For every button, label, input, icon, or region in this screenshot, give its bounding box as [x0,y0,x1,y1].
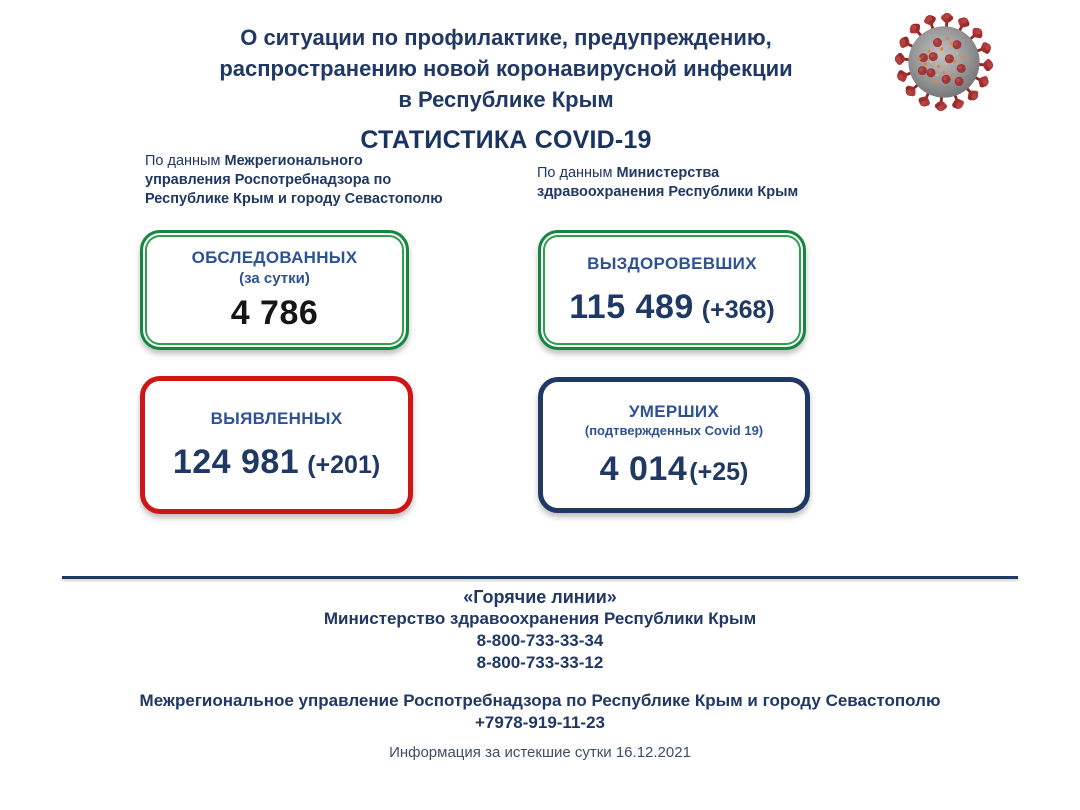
stat-value-row [569,288,775,327]
stat-sublabel: (подтвержденных Covid 19) [584,422,764,438]
hotline-phone: +7978-919-11-23 [475,713,605,732]
stat-value: 4 014 [599,449,688,488]
stat-card-deaths [538,377,810,513]
hotline-phone: 8-800-733-33-34 [476,631,604,650]
source-health-ministry [537,164,837,202]
stat-delta: (+201) [307,450,381,479]
stat-sublabel: (за сутки) [239,269,310,287]
stat-delta: (+25) [689,457,749,486]
hotline-ministry-name: Министерство здравоохранения Республики Крым [323,609,757,628]
hotlines-heading: «Горячие линии» [463,587,617,607]
source-org-name: Межрегионального управления Роспотребнадзора по Республике Крым и городу Севастополю [145,153,443,207]
source-prefix: По данным [537,165,617,181]
hotline-rospotrebnadzor-name: Межрегиональное управление Роспотребнадзора по Республике Крым и городу Севастополю [139,691,941,710]
stat-value-row [600,450,749,489]
statistics-subtitle: СТАТИСТИКА COVID-19 [360,126,652,154]
stat-delta: (+368) [701,295,775,324]
section-divider [62,576,1018,579]
stat-value: 4 786 [230,293,319,332]
stat-value: 115 489 [569,287,694,326]
hotline-phone: 8-800-733-33-12 [476,653,604,672]
coronavirus-icon [888,8,1000,116]
stat-value-row [231,294,319,333]
stat-card-detected [140,376,413,514]
hotlines-section [0,586,1080,734]
stat-value-row [173,443,380,482]
main-title-line-2: распространению новой коронавирусной инфекции [219,56,793,81]
stat-card-examined [140,230,409,350]
stat-value: 124 981 [172,442,300,481]
source-org-name: Министерства здравоохранения Республики Крым [537,165,799,200]
stat-label: ВЫЗДОРОВЕВШИХ [587,253,757,273]
main-title-line-1: О ситуации по профилактике, предупреждению, [240,25,772,50]
stat-label: ОБСЛЕДОВАННЫХ [191,247,358,267]
stat-label: ВЫЯВЛЕННЫХ [210,408,343,428]
stat-card-recovered [538,230,806,350]
source-prefix: По данным [145,153,225,169]
stat-label: УМЕРШИХ [628,401,720,421]
header [0,22,1012,155]
main-title-line-3: в Республике Крым [398,87,614,112]
report-date-info: Информация за истекшие сутки 16.12.2021 [389,744,691,761]
source-rospotrebnadzor [145,152,445,209]
